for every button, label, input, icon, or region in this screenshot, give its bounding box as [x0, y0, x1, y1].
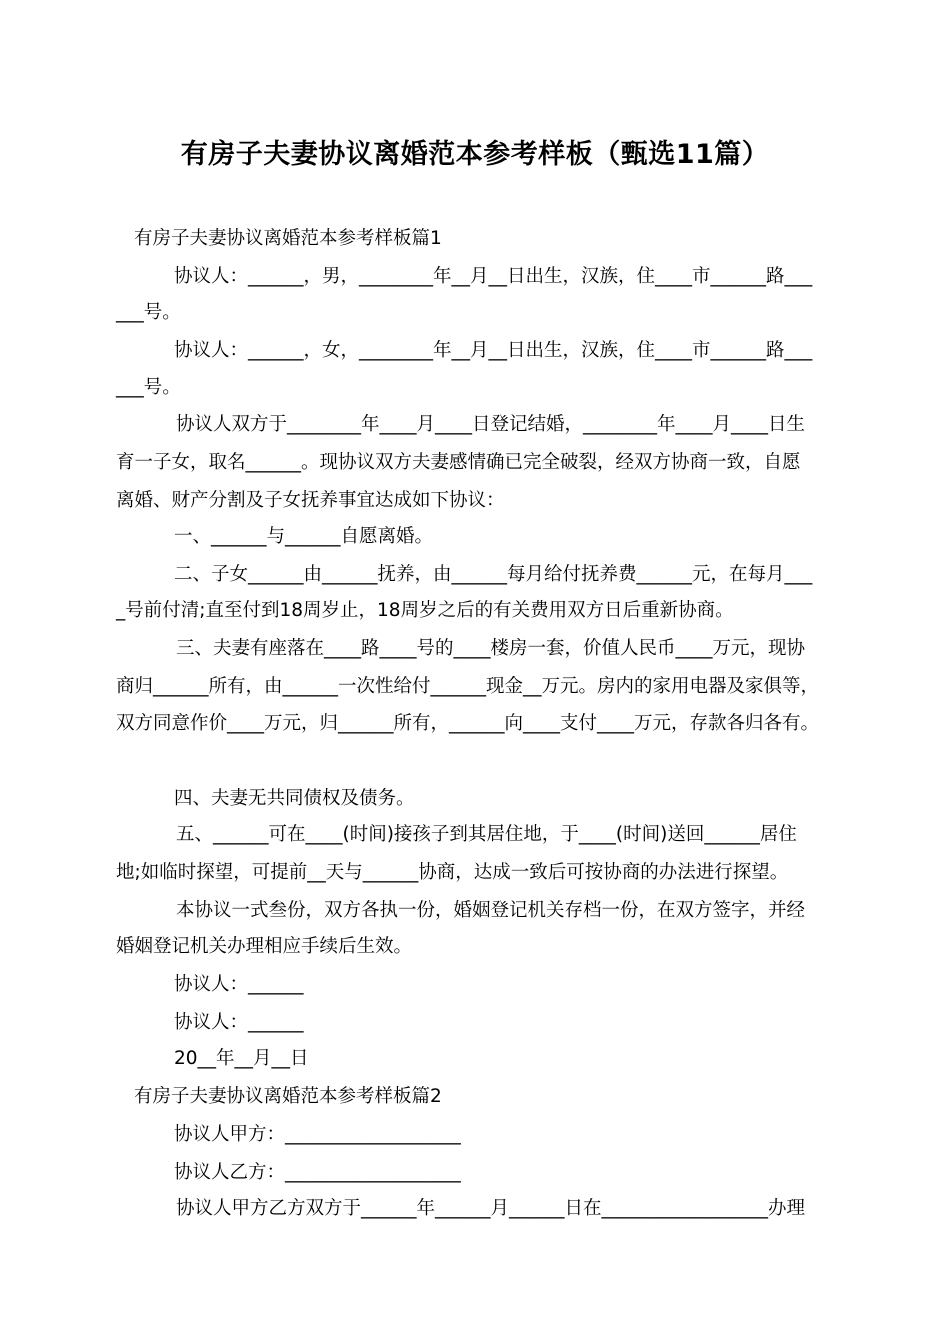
paragraph-line: 协议人：______，女，________年__月__日出生，汉族，住____市______路___ — [174, 340, 813, 361]
paragraph-line: 婚姻登记机关办理相应手续后生效。 — [116, 936, 413, 957]
signature-line: 协议人：______ — [174, 974, 304, 995]
paragraph-line: ___号。 — [116, 377, 181, 398]
party-line: 协议人乙方：___________________ — [174, 1162, 461, 1183]
paragraph-line: 商归______所有，由______一次性给付______现金__万元。房内的家用电器及家俱等， — [116, 676, 820, 697]
paragraph-line: 二、子女______由______抚养，由______每月给付抚养费______元，在每月___ — [174, 564, 813, 585]
paragraph-line: 本协议一式叁份，双方各执一份，婚姻登记机关存档一份，在双方签字，并经 — [176, 900, 806, 921]
paragraph-line: 协议人甲方乙方双方于______年______月______日在__________________办理 — [176, 1198, 806, 1219]
paragraph-line: 四、夫妻无共同债权及债务。 — [174, 788, 415, 809]
date-line: 20__年__月__日 — [174, 1048, 309, 1069]
signature-line: 协议人：______ — [174, 1012, 304, 1033]
paragraph-line: 五、______可在____(时间)接孩子到其居住地，于____(时间)送回______居住 — [176, 824, 797, 845]
party-line: 协议人甲方：___________________ — [174, 1124, 461, 1145]
paragraph-line: 离婚、财产分割及子女抚养事宜达成如下协议： — [116, 490, 505, 511]
paragraph-line: 地;如临时探望，可提前__天与______协商，达成一致后可按协商的办法进行探望。 — [116, 862, 789, 883]
section-heading-1: 有房子夫妻协议离婚范本参考样板篇1 — [134, 228, 442, 249]
paragraph-line: 三、夫妻有座落在____路____号的____楼房一套，价值人民币____万元，现协 — [176, 638, 806, 659]
paragraph-line: 双方同意作价____万元，归______所有，______向____支付____万元，存款各归各有。 — [116, 713, 820, 734]
paragraph-line: 协议人双方于________年____月____日登记结婚，________年____月____日生 — [176, 414, 806, 435]
document-title: 有房子夫妻协议离婚范本参考样板（甄选11篇） — [180, 139, 770, 170]
paragraph-line: 育一子女，取名______。现协议双方夫妻感情确已完全破裂，经双方协商一致，自愿 — [116, 452, 801, 473]
paragraph-line: ___号。 — [116, 302, 181, 323]
paragraph-line: 一、______与______自愿离婚。 — [174, 526, 434, 547]
paragraph-line: _号前付清;直至付到18周岁止，18周岁之后的有关费用双方日后重新协商。 — [116, 600, 734, 621]
section-heading-2: 有房子夫妻协议离婚范本参考样板篇2 — [134, 1086, 442, 1107]
paragraph-line: 协议人：______，男，________年__月__日出生，汉族，住____市______路___ — [174, 266, 813, 287]
